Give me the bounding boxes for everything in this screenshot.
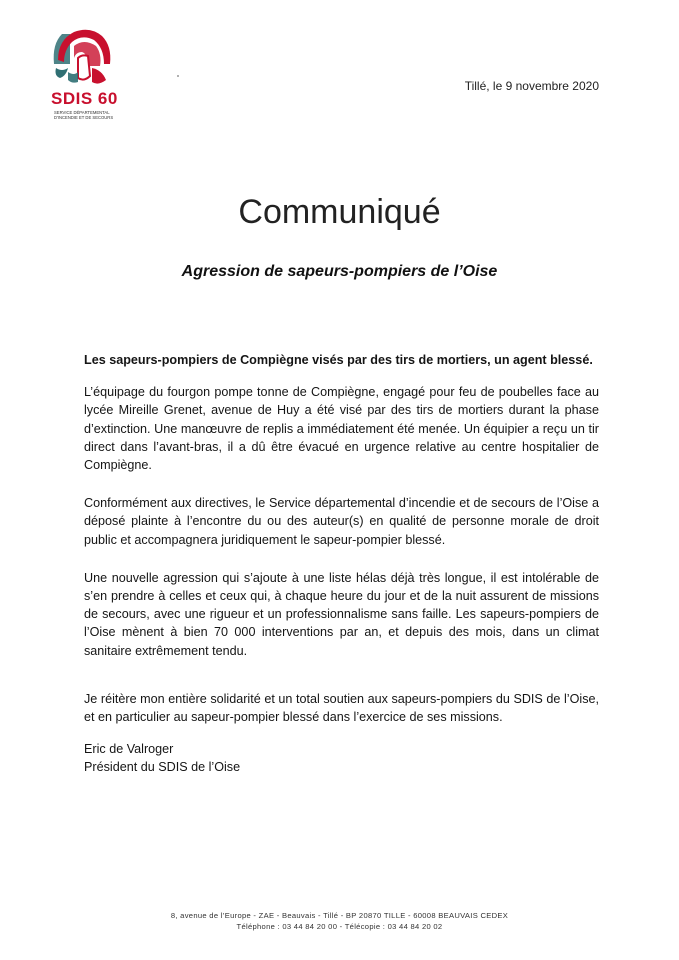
document-body <box>84 351 599 777</box>
paragraph-solidarity: Je réitère mon entière solidarité et un total soutien aux sapeurs-pompiers du SDIS de l’Oise, et en particulier au sapeur-pompier blessé dans l’exercice de ses missions. <box>84 691 599 725</box>
document-date: Tillé, le 9 novembre 2020 <box>464 79 599 93</box>
signature-name: Eric de Valroger <box>84 742 174 757</box>
footer <box>0 910 679 932</box>
footer-address: 8, avenue de l’Europe - ZAE - Beauvais - Tillé - BP 20870 TILLE - 60008 BEAUVAIS CEDEX <box>170 911 509 920</box>
page-title: Communiqué <box>238 193 441 231</box>
page-subtitle: Agression de sapeurs-pompiers de l’Oise <box>181 263 498 280</box>
paragraph-incident: L’équipage du fourgon pompe tonne de Compiègne, engagé pour feu de poubelles face au lycée Mireille Grenet, avenue de Huy a été visé par des tirs de mortiers durant la phase d’extinction. Une manœuvre de replis a immédiatement été menée. Un équipier a reçu un tir direct dans l’avant-bras, il a dû être évacué en urgence relative au centre hospitalier de Compiègne. <box>84 385 599 473</box>
logo-name: SDIS 60 <box>51 89 118 108</box>
lead-paragraph: Les sapeurs-pompiers de Compiègne visés par des tirs de mortiers, un agent blessé. <box>84 353 593 367</box>
sdis-logo <box>48 24 122 130</box>
logo-subtitle: SERVICE DÉPARTEMENTAL D'INCENDIE ET DE SECOURS <box>54 110 114 120</box>
paragraph-aggression: Une nouvelle agression qui s’ajoute à une liste hélas déjà très longue, il est intolérable de s’en prendre à celles et ceux qui, à chaque heure du jour et de la nuit assurent de missions de secours, avec une rigueur et un professionnalisme sans faille. Les sapeurs-pompiers de l’Oise mènent à bien 70 000 interventions par an, et depuis des mois, dans un climat sanitaire extrêmement tendu. <box>84 570 599 658</box>
paragraph-complaint: Conformément aux directives, le Service départemental d’incendie et de secours de l’Oise a déposé plainte à l’encontre du ou des auteur(s) en qualité de personne morale de droit public et accompagnera juridiquement le sapeur-pompier blessé. <box>84 496 599 547</box>
signature-role: Président du SDIS de l’Oise <box>84 760 241 775</box>
footer-phones: Téléphone : 03 44 84 20 00 - Télécopie : 03 44 84 20 02 <box>236 922 443 931</box>
firefighter-helmet-icon <box>48 24 118 90</box>
scan-mark <box>177 75 179 77</box>
